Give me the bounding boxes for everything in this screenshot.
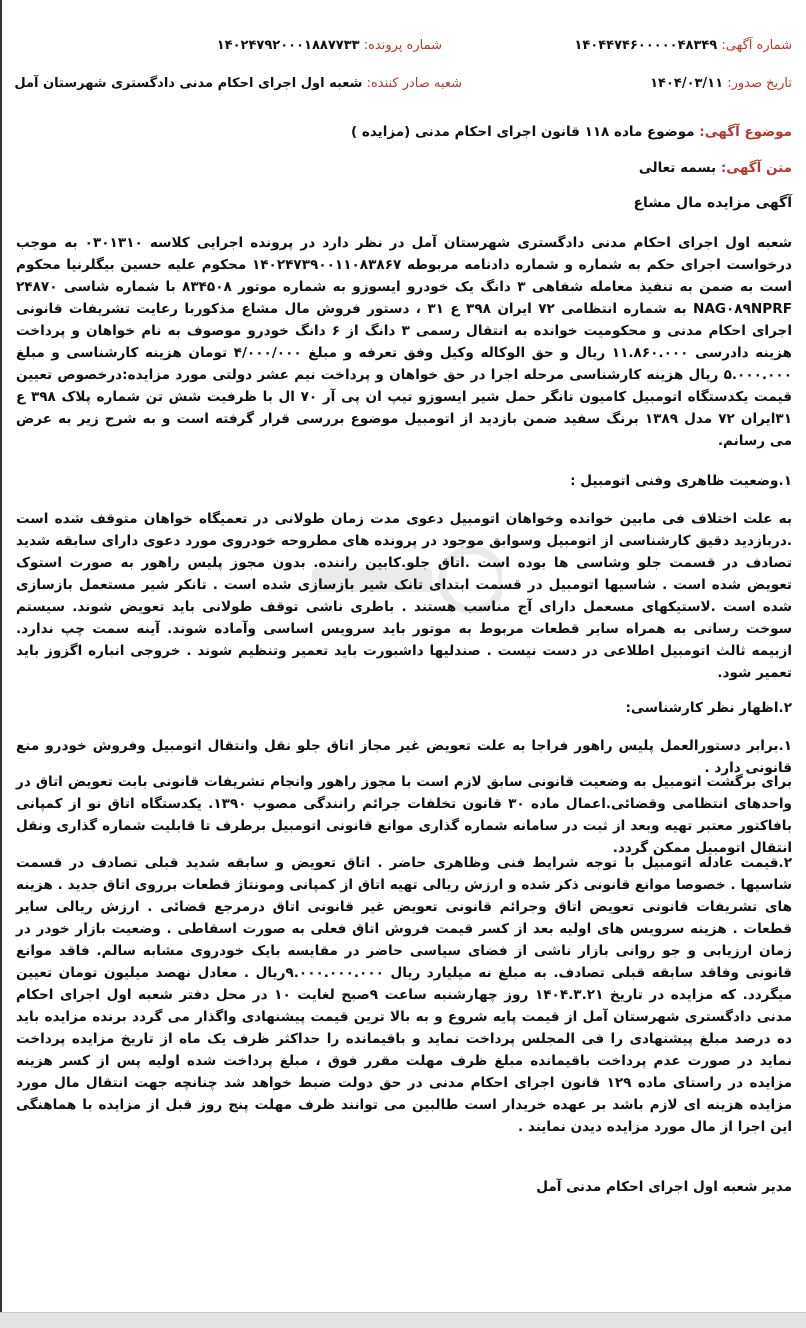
issuer-label: شعبه صادر کننده: [366,76,462,91]
issuer-row [14,76,462,91]
notice-number-label: شماره آگهی: [721,38,792,53]
issue-date-row [650,76,792,91]
section2-item2: برای برگشت اتومبیل به وضعیت قانونی سابق لازم است با مجوز راهور وانجام تشریفات قانونی بابت تعویض اتاق در واحدهای انتظامی وقضائی.اعمال ماده ۳۰ قانون تخلفات جرائم رانندگی مصوب ۱۳۹۰. یکدستگاه اتاق نو از کمپانی بافاکتور معتبر تهیه وبعد از ثبت در سامانه شماره گذاری موانع قانونی اتومبیل برطرف تا قابلیت شماره گذاری ونقل انتقال اتومبیل ممکن گردد. [16,774,792,856]
subject-row [351,124,792,140]
notice-number: ۱۴۰۴۴۷۴۶۰۰۰۰۰۴۸۳۴۹ [574,38,718,53]
file-number-label: شماره پرونده: [363,38,442,53]
notice-number-row [574,38,792,53]
section1-body: به علت اختلاف فی مابین خوانده وخواهان اتومبیل دعوی مدت زمان طولانی در تعمیگاه خواهان متوقف شده است .دربازدید دقیق کارشناسی از اتومبیل وسوابق موجود در پرونده های مطروحه خودروی مورد دعوی دارای سابقه شدید تصادف در قسمت جلو وشاسی ها بوده است .اتاق جلو.کابین راننده. بدون مجوز پلیس راهور به صورت استوک تعویض شده است . شاسیها اتومبیل در قسمت ابتدای تانک شیر بازسازی شده است . تانکر شیر مستعمل بازسازی شده است .لاستیکهای مسعمل دارای آج مناسب هستند . باطری ناشی توقف طولانی باید تعویض شوند. سیستم سوخت رسانی به همراه سایر قطعات مربوط به موتور باید سرویس اساسی وآماده شوند. آینه سمت چپ ندارد. ازبیمه ثالث اتومبیل اطلاعی در دست نیست . صندلیها داشبورت باید تعمیر وتنظیم شوند . خروجی انباره اگزوز باید تعمیر شود. [16,511,792,681]
issue-date: ۱۴۰۴/۰۳/۱۱ [650,76,724,91]
horizontal-scrollbar[interactable] [0,1312,806,1328]
section2-title: ۲.اظهار نظر کارشناسی: [625,700,792,716]
intro-value: بسمه تعالی [638,160,717,176]
intro-row [639,160,792,176]
section2-item3: ۲.قیمت عادله اتومبیل با توجه شرایط فنی وظاهری حاضر . اتاق تعویض و سابقه شدید قبلی تصادف در قسمت شاسیها . خصوصا موانع قانونی ذکر شده و ارزش ریالی تهیه اتاق از کمپانی ومونتاژ قطعات برروی اتاق جدید . هزینه های تشریفات قانونی تعویض اتاق وجرائم قانونی تعویض غیر قانونی اتاق درمرجع قضائی . ارزش ریالی سایر قطعات . هزینه سرویس های اولیه بعد از کسر قیمت فروش اتاق فعلی به صورت اسقاطی . وضعیت بازار خودر در زمان ارزیابی و جو روانی بازار ناشی از فضای سیاسی حاضر در مقایسه بایک خودروی مشابه سالم. فاقد موانع قانونی وفاقد سابقه قبلی تصادف. به مبلغ نه میلیارد ریال ۹.۰۰۰.۰۰۰.۰۰۰ریال . معادل نهصد میلیون تومان تعیین میگردد. که مزایده در تاریخ ۱۴۰۴.۳.۲۱ روز چهارشنبه ساعت ۹صبح لغایت ۱۰ در محل دفتر شعبه اول اجرای احکام مدنی دادگستری شهرستان آمل از قیمت پایه شروع و به بالا ترین قیمت پیشنهادی واگذار می گردد برنده مزایده باید ده درصد مبلغ پیشنهادی را فی المجلس پرداخت نماید و باقیمانده را حداکثر ظرف یک ماه از تاریخ مزایده پرداخت نماید در صورت عدم پرداخت باقیمانده مبلغ ظرف مهلت مقرر فوق ، مبلغ پرداخت شده اولیه پس از کسر هزینه مزایده در راستای ماده ۱۲۹ قانون اجرای احکام مدنی در حق دولت ضبط خواهد شد چنانچه جهت انتقال مال مورد مزایده هزینه ای لازم باشد بر عهده خریدار است طالبین می توانند ظرف مهلت پنج روز قبل از مزایده با هماهنگی این اجرا از مال مورد مزایده دیدن نمایند . [16,855,793,1135]
notice-heading: آگهی مزایده مال مشاع [633,195,792,211]
subject-label: موضوع آگهی: [699,124,792,140]
file-number: ۱۴۰۲۴۷۹۲۰۰۰۱۸۸۷۷۳۳ [216,38,360,53]
subject-value: موضوع ماده ۱۱۸ قانون اجرای احکام مدنی (مزایده ) [351,124,695,140]
paragraph-main: شعبه اول اجرای احکام مدنی دادگستری شهرستان آمل در نظر دارد در پرونده اجرایی کلاسه ۰۳۰۱۳۱۰ به موجب درخواست اجرای حکم به شماره و شماره دادنامه مربوطه ۱۴۰۲۴۷۳۹۰۰۱۱۰۸۳۸۶۷ محکوم علیه حسین بیگلرنیا محکوم است به ضمن به تنفیذ معامله شفاهی ۳ دانگ یک خودرو ایسوزو به شماره موتور ۸۳۴۵۰۸ با شماره شاسی ۲۴۸۷۰ NAG۰۸۹NPRF به شماره انتظامی ۷۲ ایران ۳۹۸ ع ۳۱ ، دستور فروش مال مشاع مذکوربا رعایت تشریفات قانونی اجرای احکام مدنی و محکومیت خوانده به انتقال رسمی ۳ دانگ از ۶ دانگ خودرو موصوف به نام خواهان و پرداخت هزینه دادرسی ۱۱.۸۶۰.۰۰۰ ریال و حق الوکاله وکیل وفق تعرفه و مبلغ ۴/۰۰۰/۰۰۰ تومان هزینه کارشناسی و مبلغ ۵.۰۰۰.۰۰۰ ریال هزینه کارشناسی مرحله اجرا در حق خواهان و پرداخت نیم عشر دولتی مورد مزایده:درخصوص تعیین قیمت یکدستگاه اتومبیل کامیون تانگر حمل شیر ایسوزو تیپ ان پی آر ۷۰ ال با ظرفیت شش تن شماره پلاک ۳۹۸ ع ۳۱ایران ۷۲ مدل ۱۳۸۹ برنگ سفید ضمن بازدید از اتومبیل موضوع بررسی قرار گرفته است و به شرح زیر به عرض می رسانم. [16,235,793,449]
issue-date-label: تاریخ صدور: [727,76,792,91]
section1-title: ۱.وضعیت ظاهری وفنی اتومبیل : [570,473,792,489]
section2-item1: ۱.برابر دستورالعمل پلیس راهور فراجا به علت تعویض غیر مجاز اتاق جلو نقل وانتقال اتومبیل وفروش خودرو منع قانونی دارد . [16,738,792,776]
issuer: شعبه اول اجرای احکام مدنی دادگستری شهرستان آمل [14,76,363,91]
file-number-row [217,38,442,53]
intro-label: متن آگهی: [720,160,792,176]
signature: مدیر شعبه اول اجرای احکام مدنی آمل [536,1179,792,1195]
